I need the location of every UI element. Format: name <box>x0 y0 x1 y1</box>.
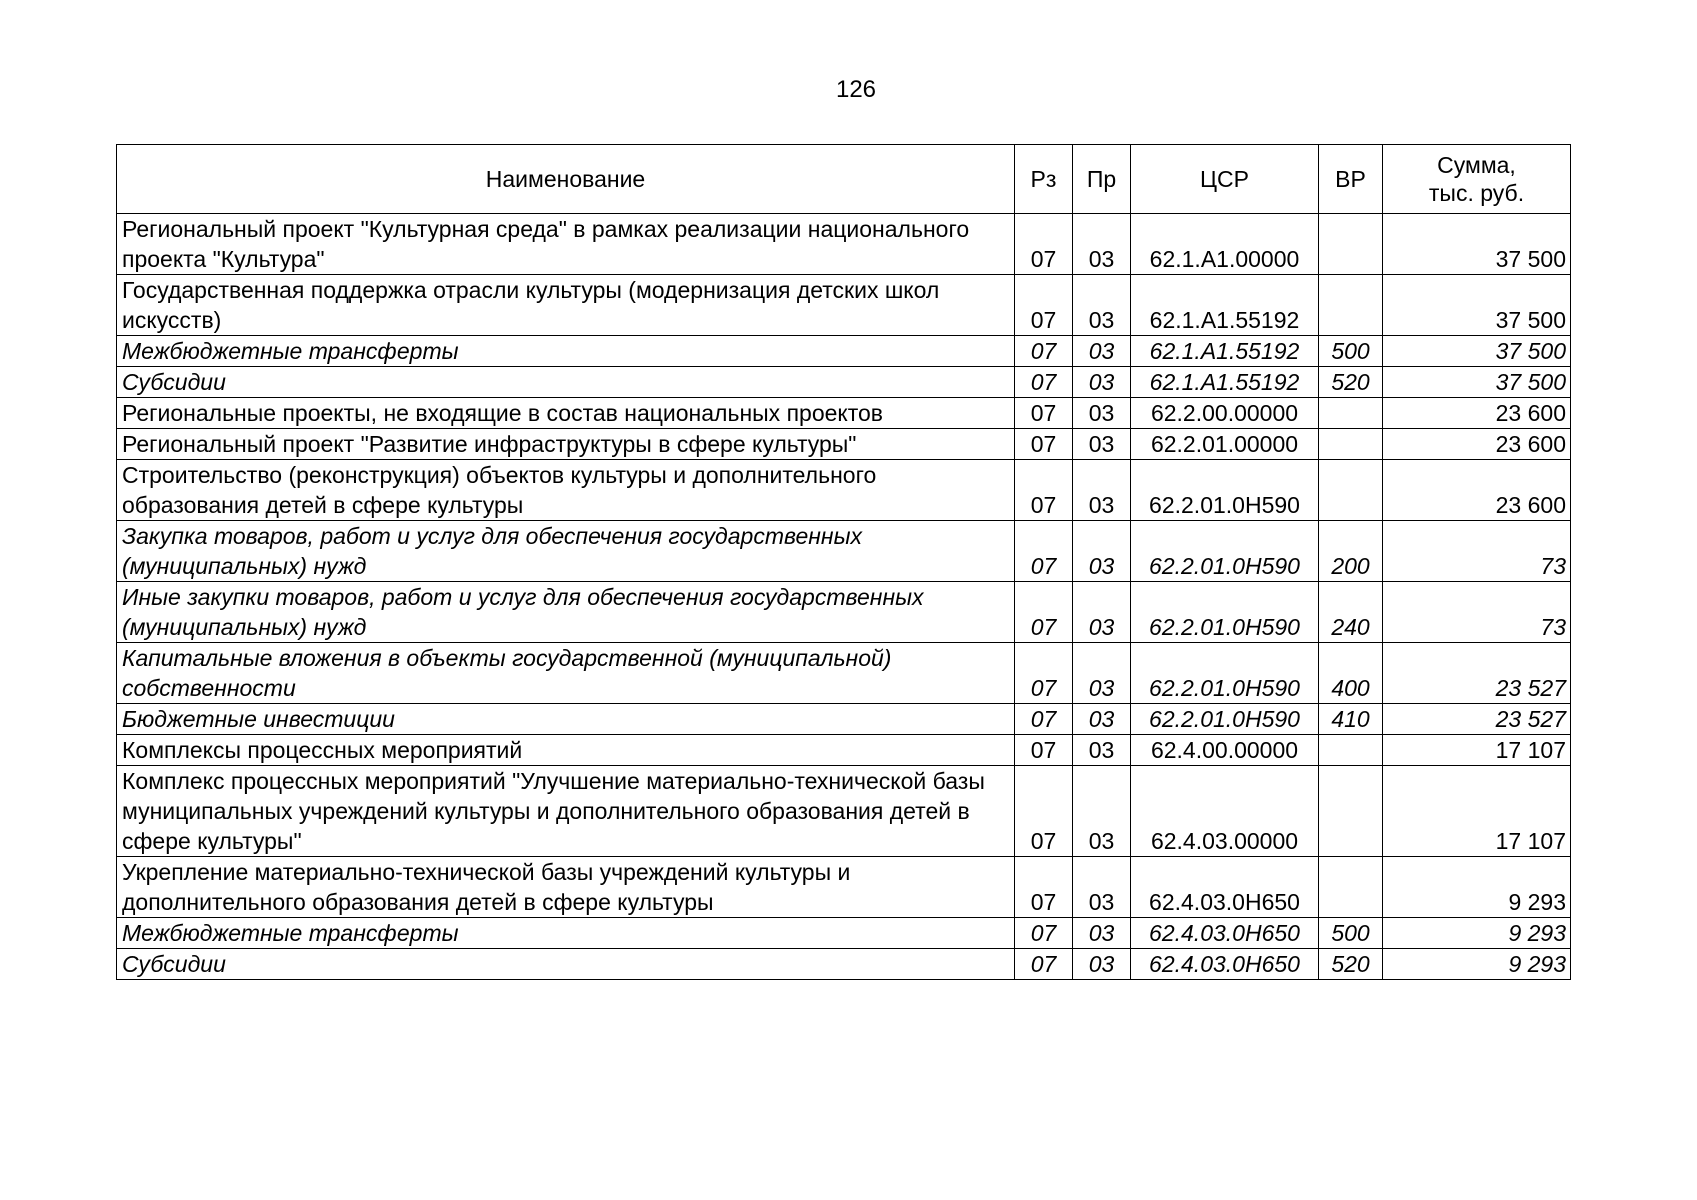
header-pr: Пр <box>1073 145 1131 214</box>
cell-sum: 73 <box>1383 521 1571 582</box>
table-row <box>117 949 1571 980</box>
header-name: Наименование <box>117 145 1015 214</box>
cell-csr: 62.2.01.0Н590 <box>1131 460 1319 521</box>
cell-csr: 62.4.00.00000 <box>1131 735 1319 766</box>
cell-csr: 62.1.А1.55192 <box>1131 336 1319 367</box>
cell-vr <box>1319 398 1383 429</box>
header-rz: Рз <box>1015 145 1073 214</box>
header-sum-line1: Сумма, <box>1437 152 1516 178</box>
table-body <box>117 214 1571 980</box>
cell-name: Субсидии <box>117 949 1015 980</box>
cell-name: Иные закупки товаров, работ и услуг для обеспечения государственных (муниципальных) нужд <box>117 582 1015 643</box>
cell-name: Строительство (реконструкция) объектов культуры и дополнительного образования детей в сфере культуры <box>117 460 1015 521</box>
cell-vr: 240 <box>1319 582 1383 643</box>
cell-csr: 62.2.00.00000 <box>1131 398 1319 429</box>
cell-sum: 37 500 <box>1383 275 1571 336</box>
table-row <box>117 735 1571 766</box>
cell-name: Региональный проект "Развитие инфраструктуры в сфере культуры" <box>117 429 1015 460</box>
table-row <box>117 582 1571 643</box>
budget-table <box>116 144 1571 980</box>
cell-vr: 410 <box>1319 704 1383 735</box>
cell-pr: 03 <box>1073 704 1131 735</box>
header-vr: ВР <box>1319 145 1383 214</box>
cell-csr: 62.2.01.0Н590 <box>1131 704 1319 735</box>
cell-vr <box>1319 429 1383 460</box>
cell-pr: 03 <box>1073 918 1131 949</box>
cell-sum: 37 500 <box>1383 336 1571 367</box>
cell-name: Закупка товаров, работ и услуг для обеспечения государственных (муниципальных) нужд <box>117 521 1015 582</box>
cell-rz: 07 <box>1015 275 1073 336</box>
table-row <box>117 704 1571 735</box>
cell-pr: 03 <box>1073 275 1131 336</box>
cell-rz: 07 <box>1015 336 1073 367</box>
cell-csr: 62.2.01.0Н590 <box>1131 582 1319 643</box>
cell-sum: 17 107 <box>1383 735 1571 766</box>
cell-vr <box>1319 460 1383 521</box>
cell-csr: 62.2.01.0Н590 <box>1131 521 1319 582</box>
cell-vr <box>1319 214 1383 275</box>
cell-vr: 520 <box>1319 949 1383 980</box>
cell-sum: 23 600 <box>1383 398 1571 429</box>
cell-pr: 03 <box>1073 735 1131 766</box>
cell-name: Капитальные вложения в объекты государственной (муниципальной) собственности <box>117 643 1015 704</box>
table-row <box>117 429 1571 460</box>
cell-csr: 62.4.03.0Н650 <box>1131 857 1319 918</box>
cell-name: Межбюджетные трансферты <box>117 336 1015 367</box>
table-row <box>117 766 1571 857</box>
cell-pr: 03 <box>1073 214 1131 275</box>
header-sum-line2: тыс. руб. <box>1428 180 1525 206</box>
table-row <box>117 460 1571 521</box>
cell-pr: 03 <box>1073 582 1131 643</box>
cell-rz: 07 <box>1015 643 1073 704</box>
cell-name: Комплекс процессных мероприятий "Улучшение материально-технической базы муниципальных учреждений культуры и дополнительного образования детей в сфере культуры" <box>117 766 1015 857</box>
table-header-row <box>117 145 1571 214</box>
cell-vr <box>1319 735 1383 766</box>
cell-name: Комплексы процессных мероприятий <box>117 735 1015 766</box>
cell-sum: 23 600 <box>1383 429 1571 460</box>
cell-vr: 500 <box>1319 918 1383 949</box>
cell-pr: 03 <box>1073 643 1131 704</box>
cell-sum: 23 600 <box>1383 460 1571 521</box>
cell-sum: 23 527 <box>1383 704 1571 735</box>
cell-pr: 03 <box>1073 949 1131 980</box>
cell-csr: 62.4.03.00000 <box>1131 766 1319 857</box>
cell-pr: 03 <box>1073 398 1131 429</box>
table-row <box>117 214 1571 275</box>
cell-vr <box>1319 857 1383 918</box>
cell-rz: 07 <box>1015 949 1073 980</box>
cell-csr: 62.2.01.00000 <box>1131 429 1319 460</box>
cell-csr: 62.4.03.0Н650 <box>1131 918 1319 949</box>
cell-vr: 500 <box>1319 336 1383 367</box>
cell-rz: 07 <box>1015 367 1073 398</box>
cell-csr: 62.1.А1.00000 <box>1131 214 1319 275</box>
cell-pr: 03 <box>1073 429 1131 460</box>
cell-name: Региональные проекты, не входящие в состав национальных проектов <box>117 398 1015 429</box>
cell-csr: 62.1.А1.55192 <box>1131 367 1319 398</box>
page-number: 126 <box>835 76 877 103</box>
cell-rz: 07 <box>1015 735 1073 766</box>
cell-csr: 62.4.03.0Н650 <box>1131 949 1319 980</box>
cell-pr: 03 <box>1073 521 1131 582</box>
cell-vr: 520 <box>1319 367 1383 398</box>
cell-rz: 07 <box>1015 857 1073 918</box>
cell-rz: 07 <box>1015 398 1073 429</box>
table-row <box>117 918 1571 949</box>
cell-sum: 37 500 <box>1383 214 1571 275</box>
cell-pr: 03 <box>1073 857 1131 918</box>
cell-sum: 23 527 <box>1383 643 1571 704</box>
cell-name: Государственная поддержка отрасли культуры (модернизация детских школ искусств) <box>117 275 1015 336</box>
cell-vr: 400 <box>1319 643 1383 704</box>
cell-name: Бюджетные инвестиции <box>117 704 1015 735</box>
table-row <box>117 398 1571 429</box>
cell-sum: 73 <box>1383 582 1571 643</box>
table-row <box>117 857 1571 918</box>
cell-rz: 07 <box>1015 460 1073 521</box>
cell-sum: 37 500 <box>1383 367 1571 398</box>
cell-pr: 03 <box>1073 367 1131 398</box>
cell-rz: 07 <box>1015 766 1073 857</box>
cell-sum: 9 293 <box>1383 857 1571 918</box>
table-row <box>117 275 1571 336</box>
cell-sum: 9 293 <box>1383 918 1571 949</box>
cell-rz: 07 <box>1015 704 1073 735</box>
cell-name: Региональный проект "Культурная среда" в рамках реализации национального проекта "Культура" <box>117 214 1015 275</box>
header-csr: ЦСР <box>1131 145 1319 214</box>
cell-pr: 03 <box>1073 336 1131 367</box>
cell-vr <box>1319 766 1383 857</box>
cell-vr <box>1319 275 1383 336</box>
cell-name: Укрепление материально-технической базы учреждений культуры и дополнительного образования детей в сфере культуры <box>117 857 1015 918</box>
header-sum <box>1383 145 1571 214</box>
cell-rz: 07 <box>1015 429 1073 460</box>
cell-rz: 07 <box>1015 918 1073 949</box>
table-row <box>117 521 1571 582</box>
cell-rz: 07 <box>1015 214 1073 275</box>
cell-pr: 03 <box>1073 766 1131 857</box>
cell-rz: 07 <box>1015 521 1073 582</box>
cell-vr: 200 <box>1319 521 1383 582</box>
table-row <box>117 367 1571 398</box>
cell-name: Субсидии <box>117 367 1015 398</box>
cell-rz: 07 <box>1015 582 1073 643</box>
cell-sum: 17 107 <box>1383 766 1571 857</box>
cell-name: Межбюджетные трансферты <box>117 918 1015 949</box>
cell-csr: 62.2.01.0Н590 <box>1131 643 1319 704</box>
table-row <box>117 336 1571 367</box>
cell-sum: 9 293 <box>1383 949 1571 980</box>
table-row <box>117 643 1571 704</box>
cell-pr: 03 <box>1073 460 1131 521</box>
cell-csr: 62.1.А1.55192 <box>1131 275 1319 336</box>
